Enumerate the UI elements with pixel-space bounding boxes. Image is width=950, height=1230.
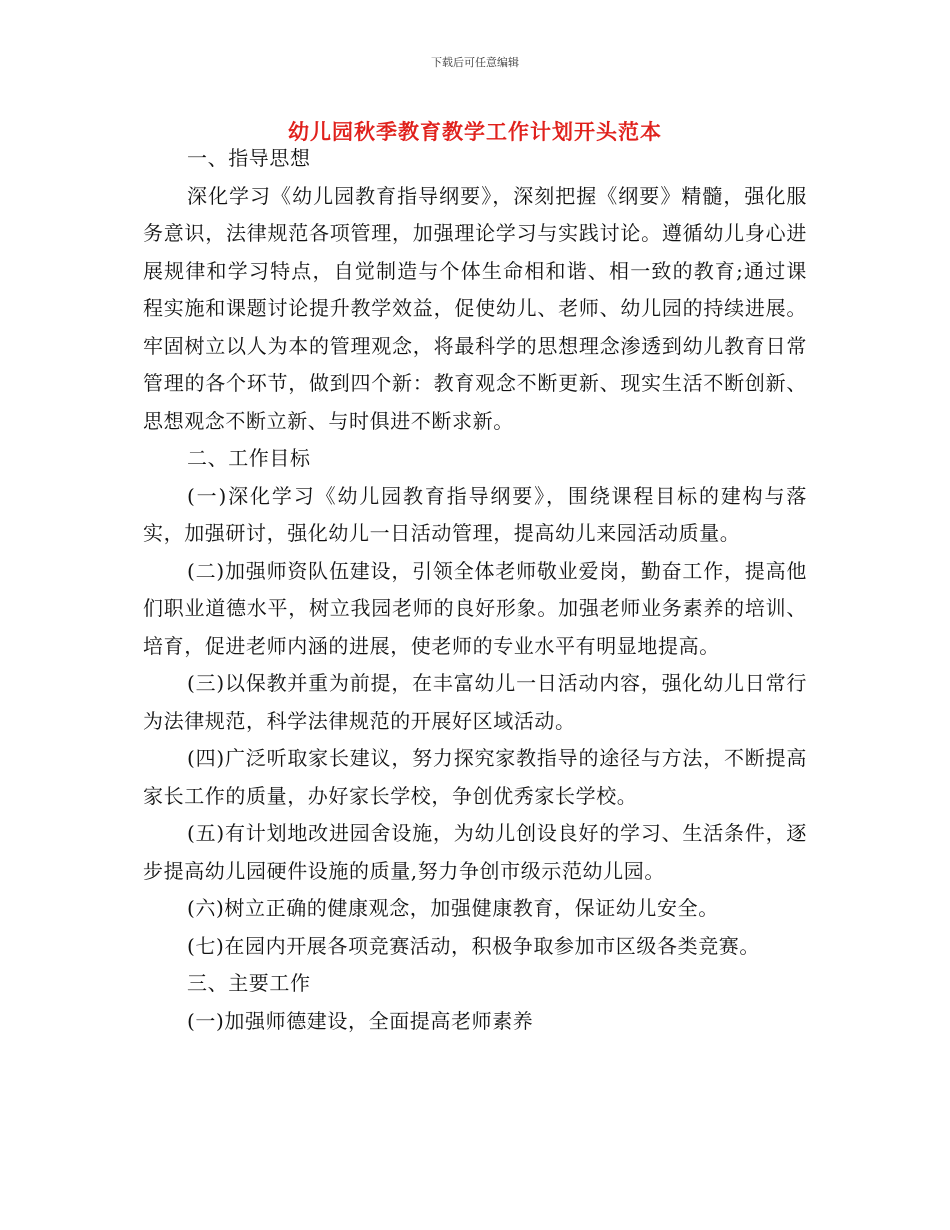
paragraph-guiding-ideology: 深化学习《幼儿园教育指导纲要》，深刻把握《纲要》精髓，强化服务意识，法律规范各项管理，加强理论学习与实践讨论。遵循幼儿身心进展规律和学习特点，自觉制造与个体生命相和谐、相一致的教育;通过课程实施和课题讨论提升教学效益，促使幼儿、老师、幼儿园的持续进展。牢固树立以人为本的管理观念，将最科学的思想理念渗透到幼儿教育日常管理的各个环节，做到四个新：教育观念不断更新、现实生活不断创新、思想观念不断立新、与时俱进不断求新。 xyxy=(143,183,807,433)
paragraph-goal-2: (二)加强师资队伍建设，引领全体老师敬业爱岗，勤奋工作，提高他们职业道德水平，树立我园老师的良好形象。加强老师业务素养的培训、培育，促进老师内涵的进展，使老师的专业水平有明显地提高。 xyxy=(143,558,807,658)
section-heading-main-work: 三、主要工作 xyxy=(187,971,311,995)
section-heading-guiding-ideology: 一、指导思想 xyxy=(187,146,311,170)
paragraph-goal-4: (四)广泛听取家长建议，努力探究家教指导的途径与方法，不断提高家长工作的质量，办好家长学校，争创优秀家长学校。 xyxy=(143,746,807,808)
paragraph-goal-3: (三)以保教并重为前提，在丰富幼儿一日活动内容，强化幼儿日常行为法律规范，科学法律规范的开展好区域活动。 xyxy=(143,671,807,733)
document-title: 幼儿园秋季教育教学工作计划开头范本 xyxy=(288,120,662,144)
paragraph-goal-5: (五)有计划地改进园舍设施，为幼儿创设良好的学习、生活条件，逐步提高幼儿园硬件设施的质量,努力争创市级示范幼儿园。 xyxy=(143,821,807,883)
paragraph-main-work-1: (一)加强师德建设，全面提高老师素养 xyxy=(187,1008,534,1033)
section-heading-work-goals: 二、工作目标 xyxy=(187,446,311,470)
header-note: 下载后可任意编辑 xyxy=(431,56,519,69)
paragraph-goal-7: (七)在园内开展各项竞赛活动，积极争取参加市区级各类竞赛。 xyxy=(187,933,761,958)
paragraph-goal-6: (六)树立正确的健康观念，加强健康教育，保证幼儿安全。 xyxy=(187,896,719,920)
paragraph-goal-1: (一)深化学习《幼儿园教育指导纲要》，围绕课程目标的建构与落实，加强研讨，强化幼儿一日活动管理，提高幼儿来园活动质量。 xyxy=(143,483,807,545)
document-body xyxy=(143,140,807,1040)
